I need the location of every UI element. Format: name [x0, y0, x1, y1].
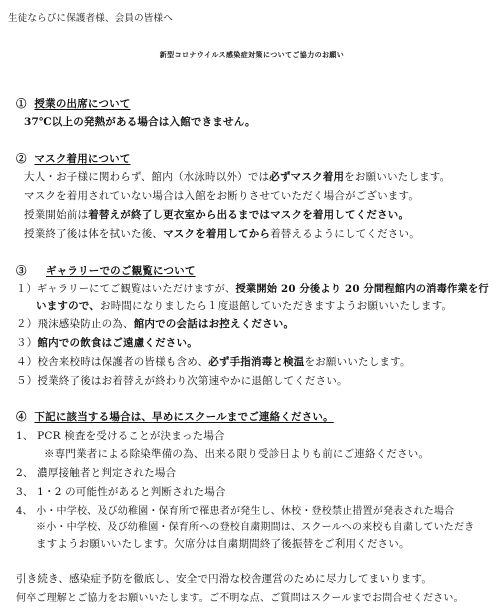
section-2-line-1 [24, 171, 450, 184]
emphasis: 必ず手指消毒と検温 [208, 356, 305, 368]
section-2-heading [16, 153, 131, 166]
section-3-item-4 [16, 356, 411, 369]
section-4-case-1: 1、 PCR 検査を受けることが決まった場合 [16, 430, 225, 442]
text: をお願いいたします。 [304, 356, 411, 368]
section-4-case-3: 3、 1・2 の可能性があると判断された場合 [16, 486, 226, 498]
greeting: 生徒ならびに保護者様、会員の皆様へ [8, 13, 173, 24]
text: 授業終了後は体を拭いた後、 [24, 228, 164, 240]
text: １）ギャラリーにてご観覧はいただけますが、 [16, 283, 236, 295]
section-2-line-2: マスクを着用されていない場合は入館をお断りさせていただく場合がございます。 [24, 190, 420, 202]
section-1-heading [16, 98, 131, 111]
text: 着替えるようにしてください。 [270, 228, 420, 240]
section-2-line-4 [24, 228, 420, 241]
text: 早めにスクールまでご連絡ください。 [152, 411, 334, 423]
section-1-body: 37℃以上の発熱がある場合は入館できません。 [24, 116, 256, 128]
section-4-case-1-note: ※専門業者による除染準備の為、出来る限り受診日よりも前にご連絡ください。 [44, 448, 430, 460]
section-4-heading [16, 411, 334, 424]
section-3-item-1 [16, 283, 489, 296]
section-3-item-3 [16, 337, 198, 350]
emphasis: 着替えが終了し更衣室から出るまではマスクを着用してください。 [88, 209, 410, 221]
emphasis: 館内での会話はお控えください。 [133, 318, 295, 330]
section-4-case-4-note-1: ※小・中学校、及び幼稚園・保育所への登校自粛期間は、スクールへの来校も自粛していただき [36, 522, 475, 533]
section-4-title [34, 411, 333, 423]
text: ３） [16, 337, 38, 349]
section-3-heading [16, 265, 196, 278]
section-3-item-1-cont [36, 300, 452, 313]
document-title: 新型コロナウイルス感染症対策についてご協力のお願い [159, 50, 345, 59]
closing-line-1: 引き続き、感染症予防を徹底し、安全で円滑な校舎運営のために尽力してまいります。 [16, 573, 433, 585]
text: 授業開始前は [24, 209, 89, 221]
emphasis: 必ずマスク着用 [269, 171, 345, 183]
section-3-item-2 [16, 318, 294, 331]
section-1-title: 授業の出席について [34, 98, 131, 110]
text: 大人・お子様に関わらず、館内（水泳時以外）では [24, 171, 270, 183]
text: ４）校舎来校時は保護者の皆様も含め、 [16, 356, 209, 368]
section-2-line-3 [24, 209, 409, 222]
emphasis: 館内での飲食はご遠慮ください。 [37, 337, 198, 349]
emphasis: いますので、 [36, 300, 100, 312]
emphasis: マスクを着用してから [163, 228, 271, 240]
closing-line-2: 何卒ご理解とご協力をお願いいたします。ご不明な点、ご質問はスクールまでお問合せください。 [16, 593, 464, 604]
text: 下記に該当する場合は、 [34, 411, 153, 423]
text: ２）飛沫感染防止の為、 [16, 318, 134, 330]
text: お時間になりましたら１度退館していただきますようお願いいたします。 [100, 300, 453, 312]
section-3-title: ギャラリーでのご観覧について [45, 265, 196, 277]
section-4-case-4-note-2: ますようお願いいたします。欠席分は自粛期間終了後振替をご利用ください。 [36, 538, 410, 550]
section-4-case-4: 4、 小・中学校、及び幼稚園・保育所で罹患者が発生し、休校・登校禁止措置が発表された場合 [16, 506, 455, 517]
section-3-item-5: ５）授業終了後はお着替えが終わり次第速やかに退館してください。 [16, 375, 348, 387]
section-4-case-2: 2、 濃厚接触者と判定された場合 [16, 467, 177, 479]
section-4-number: ④ [16, 411, 27, 423]
emphasis: 授業開始 20 分後より 20 分間程館内の消毒作業を行 [235, 283, 489, 295]
section-1-number: ① [16, 98, 27, 110]
text: をお願いいたします。 [344, 171, 451, 183]
section-3-number: ③ [16, 265, 27, 277]
section-2-number: ② [16, 153, 27, 165]
section-2-title: マスク着用について [34, 153, 131, 165]
